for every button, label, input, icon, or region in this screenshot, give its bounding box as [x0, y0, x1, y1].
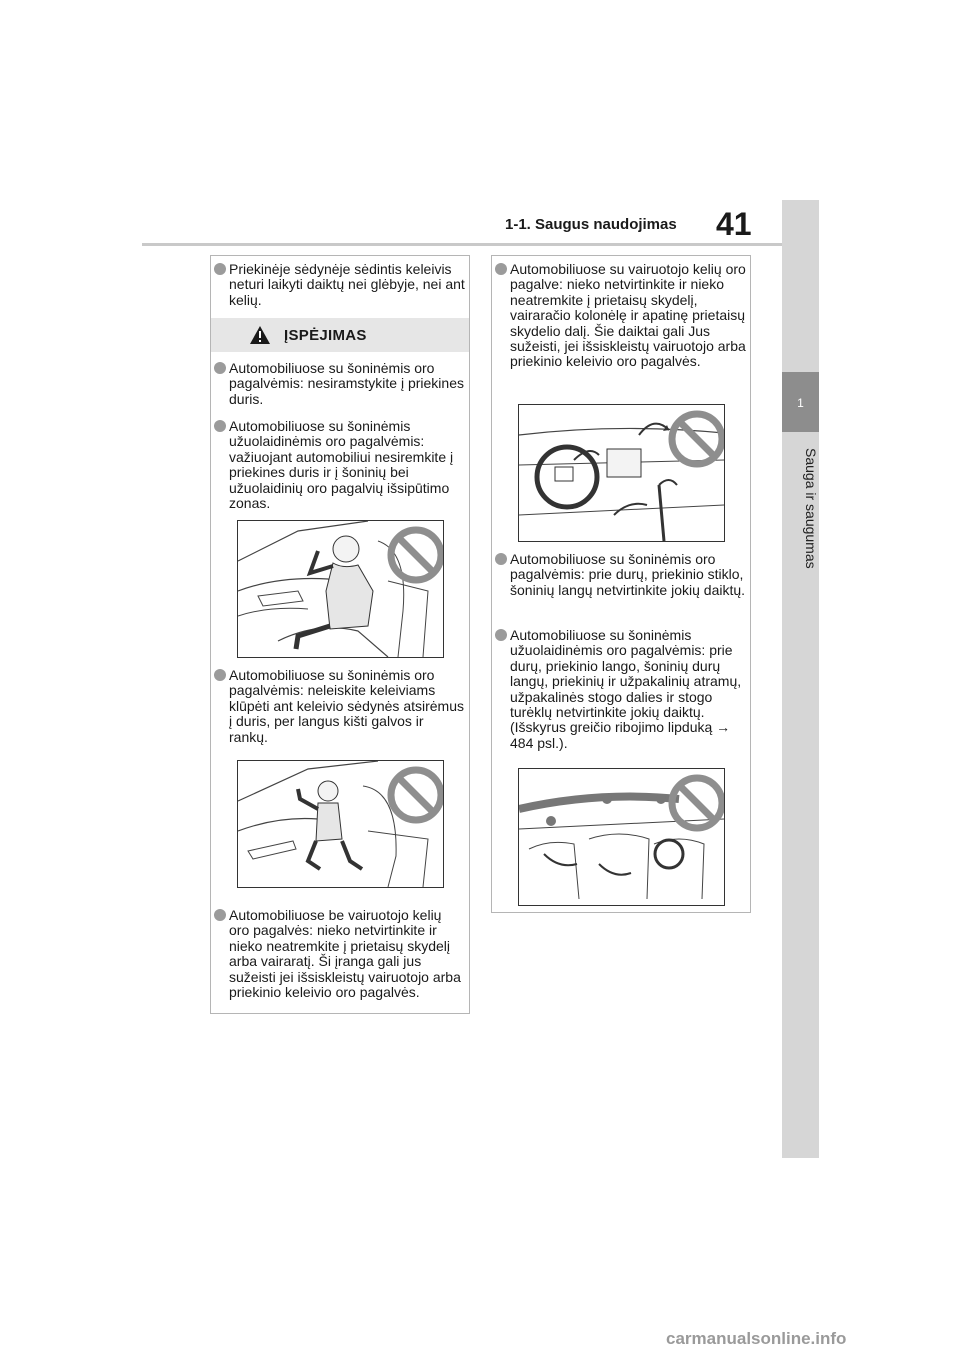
page-number: 41 — [716, 206, 752, 242]
list-item-text: Automobiliuose su šoninėmis oro pagalvėmis: nesiramstykite į priekines duris. — [229, 360, 464, 407]
bullet-icon — [214, 420, 226, 432]
list-item — [492, 628, 746, 751]
bullet-icon — [495, 263, 507, 275]
list-item — [492, 262, 746, 370]
illustration-kneeling-on-seat — [237, 760, 444, 888]
list-item — [211, 668, 465, 745]
prohibition-sign-icon — [391, 770, 441, 820]
illustration-leaning-on-door — [237, 520, 444, 658]
list-item-text: Automobiliuose su šoninėmis oro pagalvėmis: neleiskite keleiviams klūpėti ant keleivio sėdynės atsirėmus į duris, per langus kišti galvos ir rankų. — [229, 667, 465, 745]
chapter-side-tab — [782, 200, 819, 1158]
list-item — [211, 361, 465, 407]
warning-title: ĮSPĖJIMAS — [284, 327, 367, 344]
right-column — [491, 255, 751, 913]
header-divider — [142, 243, 782, 246]
left-column — [210, 255, 470, 1014]
illustration-cabin-interior — [518, 768, 725, 906]
warning-header — [211, 318, 469, 352]
list-item — [211, 419, 465, 511]
list-item-text: Automobiliuose su šoninėmis užuolaidinėmis oro pagalvėmis: važiuojant automobiliui nesiremkite į priekines duris ir į šoninių bei užuolaidinių oro pagalvių išsipūtimo zonas. — [229, 418, 454, 512]
bullet-icon — [214, 909, 226, 921]
page-title: 1-1. Saugus naudojimas — [505, 216, 677, 233]
list-item-text: Automobiliuose be vairuotojo kelių oro pagalvės: nieko netvirtinkite ir nieko neatremkite į prietaisų skydelį arba vairaratį. Ši įranga gali jus sužeisti jei išsiskleistų vairuotojo arba priekinio keleivio oro pagalvės. — [229, 907, 461, 1001]
prohibition-sign-icon — [391, 530, 441, 580]
warning-triangle-icon — [249, 325, 271, 345]
bullet-icon — [495, 629, 507, 641]
prohibition-sign-icon — [672, 414, 722, 464]
bullet-icon — [495, 553, 507, 565]
list-item-text: Automobiliuose su šoninėmis oro pagalvėmis: prie durų, priekinio stiklo, šoninių langų netvirtinkite jokių daiktų. — [510, 551, 746, 598]
bullet-icon — [214, 669, 226, 681]
list-item-text: Automobiliuose su vairuotojo kelių oro pagalve: nieko netvirtinkite ir nieko neatremkite į prietaisų skydelį, vairaračio kolonėlę ir apatinę prietaisų skydelio dalį. Šie daiktai gali Jus sužeisti, jei išsiskleistų vairuotojo arba priekinio keleivio oro pagalvės. — [510, 261, 746, 370]
list-item — [211, 908, 465, 1000]
illustration-dashboard — [518, 404, 725, 542]
bullet-icon — [214, 263, 226, 275]
list-item-text: Automobiliuose su šoninėmis užuolaidinėmis oro pagalvėmis: prie durų, priekinio lango, šoninių durų langų, priekinių ir užpakalinių atramų, užpakalinės stogo dalies ir stogo turėklų netvirtinkite jokių daiktų. (Išskyrus greičio ribojimo lipduką → 484 psl.). — [510, 627, 742, 751]
list-item — [211, 262, 465, 308]
watermark: carmanualsonline.info — [666, 1329, 847, 1348]
list-item — [492, 552, 746, 598]
bullet-icon — [214, 362, 226, 374]
chapter-number: 1 — [797, 396, 804, 410]
list-item-text: Priekinėje sėdynėje sėdintis keleivis neturi laikyti daiktų nei glėbyje, nei ant kelių. — [229, 261, 465, 308]
chapter-label: Sauga ir saugumas — [803, 447, 819, 569]
